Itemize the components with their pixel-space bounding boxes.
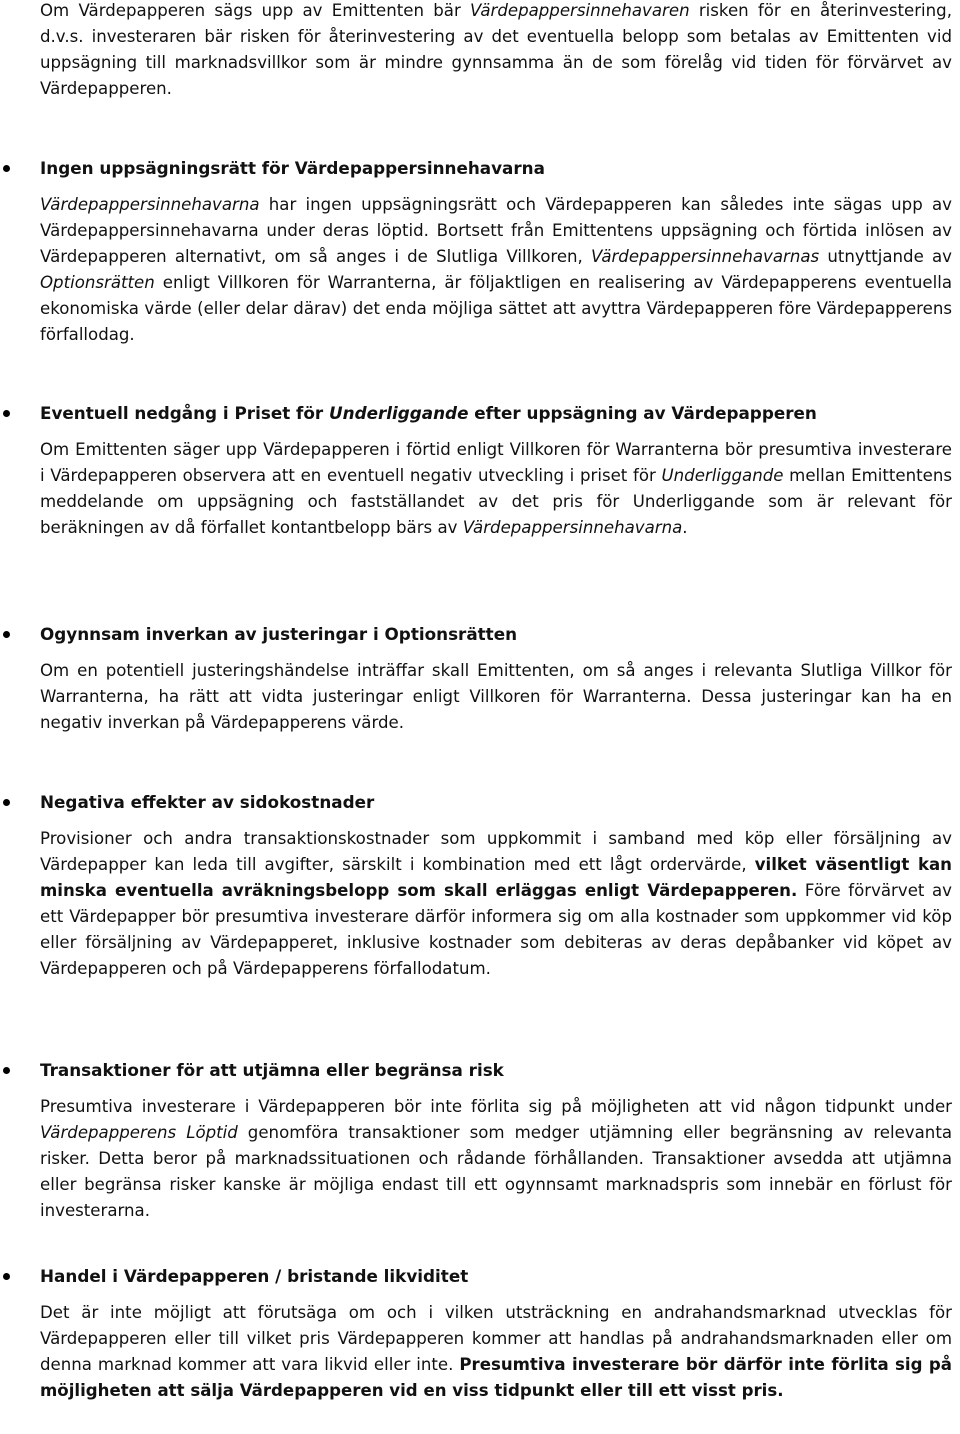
body-bold: Presumtiva investerare bör därför inte förlita sig på möjligheten att sälja Värdepapperen vid en viss tidpunkt eller till ett visst pris.	[40, 1355, 952, 1400]
section-body	[40, 658, 952, 736]
body-text: utnyttjande av	[819, 247, 952, 266]
section-heading: Transaktioner för att utjämna eller begränsa risk	[40, 1060, 504, 1080]
intro-italic: Värdepappersinnehavaren	[470, 1, 690, 20]
body-text: Om en potentiell justeringshändelse inträffar skall Emittenten, om så anges i relevanta Slutliga Villkor för Warranterna, ha rätt att vidta justeringar enligt Villkoren för Warranterna. Dessa justeringar kan ha en negativ inverkan på Värdepapperens värde.	[40, 661, 952, 732]
section-heading	[40, 400, 952, 426]
section-body	[40, 1300, 952, 1404]
bullet-icon	[3, 799, 10, 806]
section-body	[40, 1094, 952, 1224]
body-text: Om Emittenten säger upp Värdepapperen i förtid enligt Villkoren för Warranterna bör presumtiva investerare i Värdepapperen observera att en eventuell negativ utveckling i priset för	[40, 440, 952, 485]
section-liquidity	[40, 1263, 952, 1404]
body-italic: Underliggande	[661, 466, 784, 485]
section-heading: Negativa effekter av sidokostnader	[40, 792, 375, 812]
section-hedging-transactions	[40, 1057, 952, 1224]
intro-text: risken för en återinvestering, d.v.s. investeraren bär risken för återinvestering av det eventuella belopp som betalas av Emittenten vid uppsägning till marknadsvillkor som är mindre gynnsamma än de som förelåg vid tiden för förvärvet av Värdepapperen.	[40, 1, 952, 98]
heading-italic: Underliggande	[329, 403, 469, 423]
body-text: Presumtiva investerare i Värdepapperen bör inte förlita sig på möjligheten att vid någon tidpunkt under	[40, 1097, 952, 1116]
bullet-icon	[3, 1067, 10, 1074]
body-text: Det är inte möjligt att förutsäga om och i vilken utsträckning en andrahandsmarknad utvecklas för Värdepapperen eller till vilket pris Värdepapperen kommer att handlas på andrahandsmarknaden eller om denna marknad kommer att vara likvid eller inte.	[40, 1303, 952, 1374]
body-text: .	[682, 518, 688, 537]
heading-text: efter uppsägning av Värdepapperen	[468, 403, 817, 423]
bullet-icon	[3, 410, 10, 417]
body-italic: Värdepappersinnehavarna	[40, 195, 260, 214]
section-heading: Ogynnsam inverkan av justeringar i Optionsrätten	[40, 624, 518, 644]
body-text: Före förvärvet av ett Värdepapper bör presumtiva investerare därför informera sig om alla kostnader som uppkommer vid köp eller försäljning av Värdepapperet, inklusive kostnader som debiteras av deras depåbanker vid köpet av Värdepapperen och på Värdepapperens förfallodatum.	[40, 881, 952, 978]
intro-text: Om Värdepapperen sägs upp av Emittenten bär	[40, 1, 471, 20]
section-no-termination-right	[40, 155, 952, 348]
section-side-costs	[40, 789, 952, 982]
heading-text: Eventuell nedgång i Priset för	[40, 403, 330, 423]
bullet-icon	[3, 165, 10, 172]
body-text: mellan Emittentens meddelande om uppsägning och fastställandet av det pris för Underliggande som är relevant för beräkningen av då förfallet kontantbelopp bärs av	[40, 466, 952, 537]
body-italic: Värdepapperens Löptid	[40, 1123, 238, 1142]
body-bold: vilket väsentligt kan minska eventuella avräkningsbelopp som skall erläggas enligt Värdepapperen.	[40, 855, 952, 900]
section-body	[40, 192, 952, 348]
body-italic: Värdepappersinnehavarnas	[591, 247, 820, 266]
section-adjustments	[40, 621, 952, 736]
body-text: genomföra transaktioner som medger utjämning eller begränsning av relevanta risker. Detta beror på marknadssituationen och rådande förhållanden. Transaktioner avsedda att utjämna eller begränsa risker kanske är möjliga endast till ett ogynnsamt marknadspris som innebär en förlust för investerarna.	[40, 1123, 952, 1220]
section-heading: Ingen uppsägningsrätt för Värdepappersinnehavarna	[40, 158, 545, 178]
intro-paragraph	[40, 0, 952, 102]
section-heading: Handel i Värdepapperen / bristande likviditet	[40, 1266, 469, 1286]
bullet-icon	[3, 631, 10, 638]
body-italic: Optionsrätten	[40, 273, 155, 292]
section-body	[40, 826, 952, 982]
body-italic: Värdepappersinnehavarna	[462, 518, 683, 537]
bullet-icon	[3, 1273, 10, 1280]
body-text: har ingen uppsägningsrätt och Värdepapperen kan således inte sägas upp av Värdepappersinnehavarna under deras löptid. Bortsett från Emittentens uppsägning och förtida inlösen av Värdepapperen alternativt, om så anges i de Slutliga Villkoren,	[40, 195, 952, 266]
section-body	[40, 437, 952, 541]
section-price-decline	[40, 400, 952, 541]
body-text: Provisioner och andra transaktionskostnader som uppkommit i samband med köp eller försäljning av Värdepapper kan leda till avgifter, särskilt i kombination med ett lågt ordervärde,	[40, 829, 952, 874]
body-text: enligt Villkoren för Warranterna, är följaktligen en realisering av Värdepapperens eventuella ekonomiska värde (eller delar därav) det enda möjliga sättet att avyttra Värdepapperen före Värdepapperens förfallodag.	[40, 273, 952, 344]
